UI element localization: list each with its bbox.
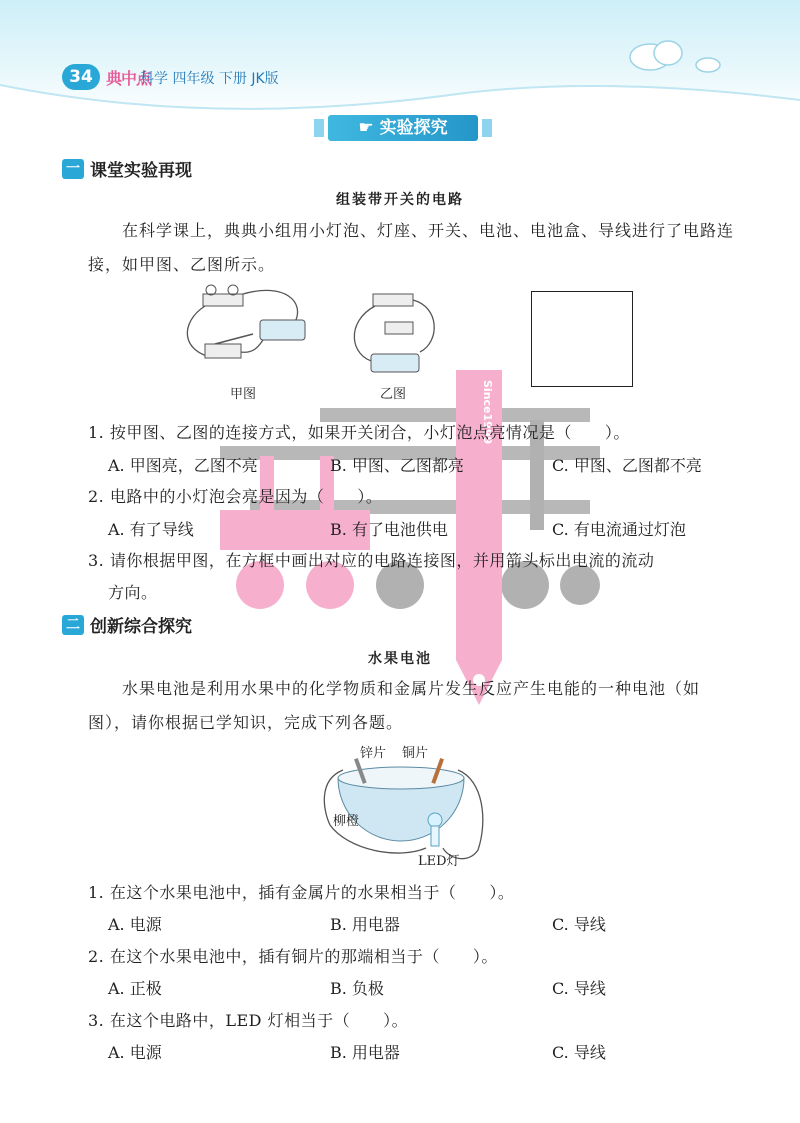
label-zinc: 锌片 xyxy=(360,746,387,761)
question-1-1: 1. 按甲图、乙图的连接方式，如果开关闭合，小灯泡点亮情况是（ ）。 xyxy=(88,423,630,442)
drawing-answer-box[interactable] xyxy=(531,291,633,387)
section-banner-label: 实验探究 xyxy=(379,118,448,138)
experiment-title: 组装带开关的电路 xyxy=(336,192,464,208)
brand-logo: 典中点 xyxy=(106,69,152,88)
question-2-1: 1. 在这个水果电池中，插有金属片的水果相当于（ ）。 xyxy=(88,883,515,902)
option-b[interactable]: B. 用电器 xyxy=(330,1043,400,1062)
question-2-3: 3. 在这个电路中，LED 灯相当于（ ）。 xyxy=(88,1011,409,1030)
experiment-title: 水果电池 xyxy=(368,651,432,667)
circuit-figure-yi xyxy=(345,282,445,382)
option-a[interactable]: A. 电源 xyxy=(108,915,162,934)
section-number-badge: 一 xyxy=(62,159,84,179)
option-b[interactable]: B. 甲图、乙图都亮 xyxy=(330,456,464,475)
question-1-3-cont: 方向。 xyxy=(108,583,158,602)
circuit-figure-jia xyxy=(175,282,335,382)
option-c[interactable]: C. 有电流通过灯泡 xyxy=(552,520,686,539)
option-b[interactable]: B. 负极 xyxy=(330,979,384,998)
question-2-2: 2. 在这个水果电池中，插有铜片的那端相当于（ ）。 xyxy=(88,947,498,966)
figure-caption-jia: 甲图 xyxy=(230,387,257,402)
label-copper: 铜片 xyxy=(402,746,429,761)
option-a[interactable]: A. 正极 xyxy=(108,979,162,998)
option-c[interactable]: C. 导线 xyxy=(552,979,606,998)
option-b[interactable]: B. 用电器 xyxy=(330,915,400,934)
intro-paragraph: 在科学课上，典典小组用小灯泡、灯座、开关、电池、电池盒、导线进行了电路连接，如甲图、乙图所示。 xyxy=(88,221,735,274)
figure-caption-yi: 乙图 xyxy=(380,387,407,402)
book-title: 科学 四年级 下册 JK版 xyxy=(140,71,279,87)
cloud-icon xyxy=(620,35,730,80)
intro-paragraph: 水果电池是利用水果中的化学物质和金属片发生反应产生电能的一种电池（如图），请你根据已学知识，完成下列各题。 xyxy=(88,679,701,732)
option-a[interactable]: A. 有了导线 xyxy=(108,520,194,539)
section-title: 创新综合探究 xyxy=(90,617,192,637)
option-a[interactable]: A. 甲图亮，乙图不亮 xyxy=(108,456,258,475)
section-title: 课堂实验再现 xyxy=(90,161,192,181)
question-1-2: 2. 电路中的小灯泡会亮是因为（ ）。 xyxy=(88,487,383,506)
section-number-badge: 二 xyxy=(62,615,84,635)
page-number: 34 xyxy=(62,64,100,90)
option-c[interactable]: C. 导线 xyxy=(552,915,606,934)
watermark-text: Since1999 xyxy=(481,380,494,445)
section-banner xyxy=(328,115,478,141)
option-b[interactable]: B. 有了电池供电 xyxy=(330,520,448,539)
label-led: LED灯 xyxy=(418,854,460,869)
question-1-3: 3. 请你根据甲图，在方框中画出对应的电路连接图，并用箭头标出电流的流动 xyxy=(88,551,655,570)
pointing-hand-icon: ☛ xyxy=(358,118,374,138)
section-heading-1 xyxy=(62,156,192,181)
label-orange: 柳橙 xyxy=(333,814,360,829)
option-c[interactable]: C. 导线 xyxy=(552,1043,606,1062)
option-a[interactable]: A. 电源 xyxy=(108,1043,162,1062)
section-heading-2 xyxy=(62,612,192,637)
option-c[interactable]: C. 甲图、乙图都不亮 xyxy=(552,456,702,475)
